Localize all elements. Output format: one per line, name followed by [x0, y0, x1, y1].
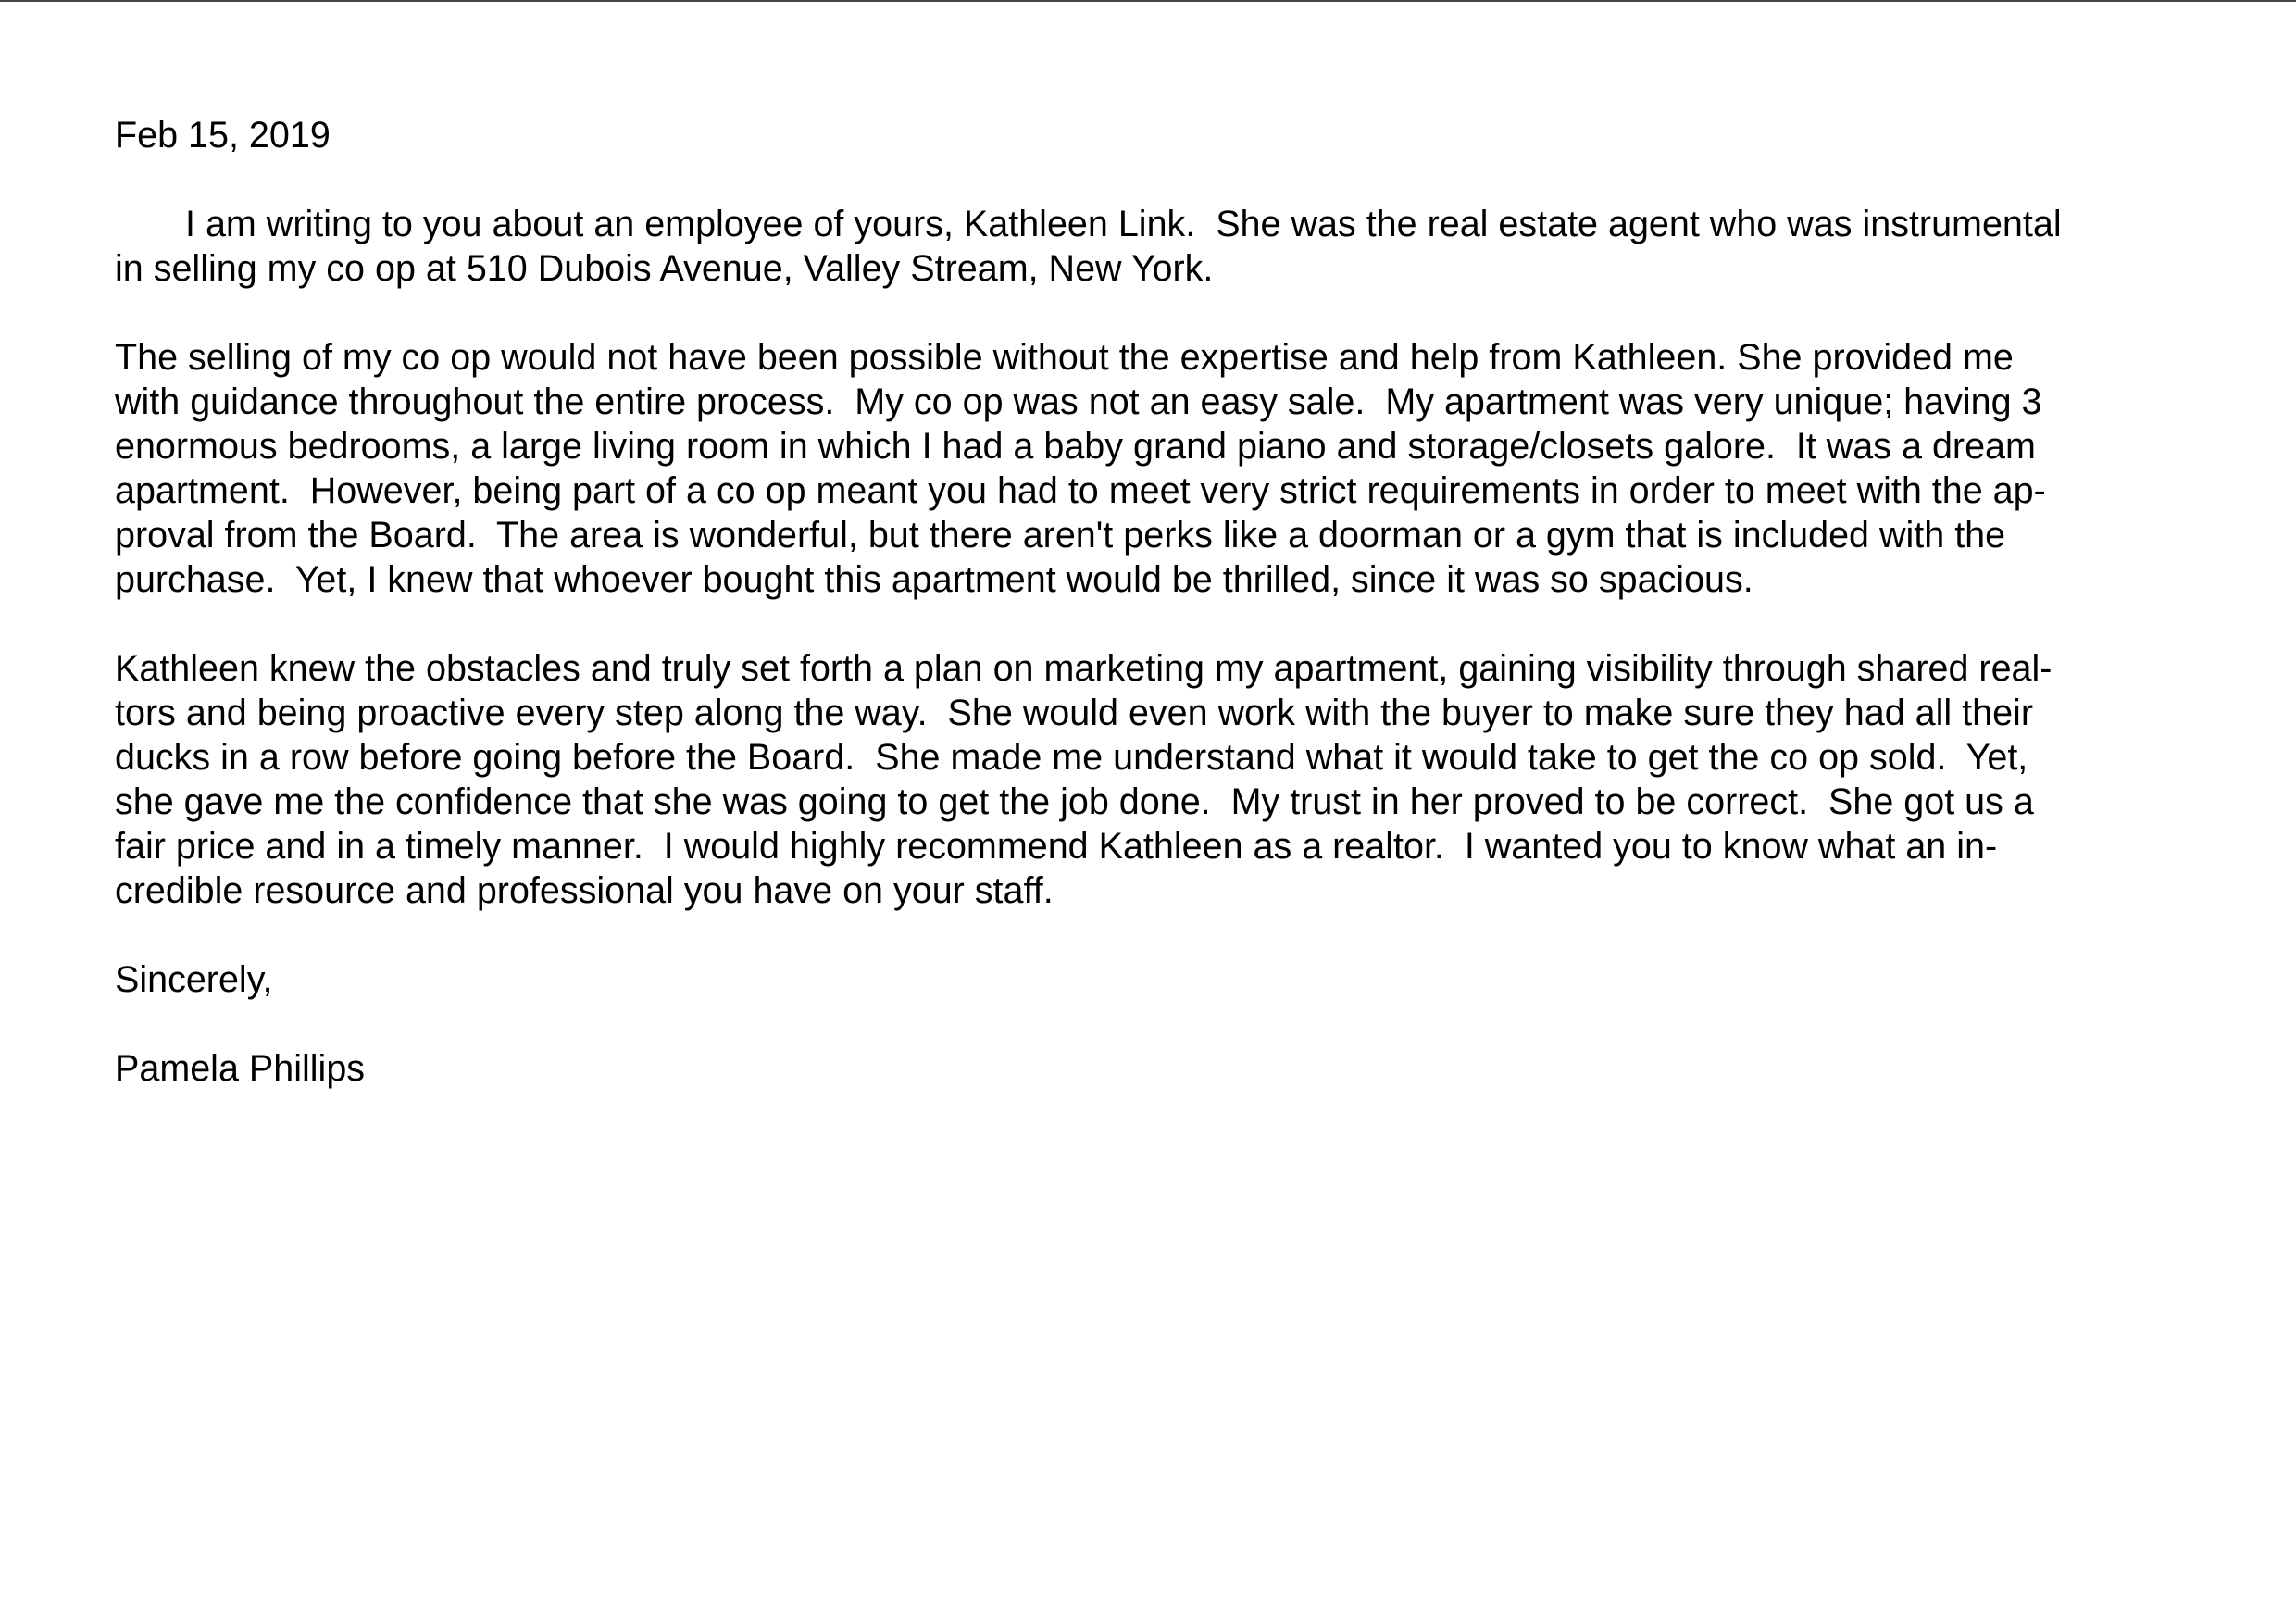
paragraph-recommendation — [115, 646, 2189, 913]
letter-closing: Sincerely, — [115, 959, 273, 1000]
paragraph-line: The selling of my co op would not have been possible without the expertise and help from Kathleen. She provided me — [115, 337, 2014, 378]
paragraph-line: ducks in a row before going before the Board. She made me understand what it would take to get the co op sold. Yet, — [115, 737, 2028, 778]
paragraph-line: in selling my co op at 510 Dubois Avenue, Valley Stream, New York. — [115, 248, 1214, 289]
paragraph-line: purchase. Yet, I knew that whoever bought this apartment would be thrilled, since it was so spacious. — [115, 559, 1753, 600]
paragraph-line: with guidance throughout the entire process. My co op was not an easy sale. My apartment was very unique; having 3 — [115, 381, 2042, 422]
paragraph-line: I am writing to you about an employee of yours, Kathleen Link. She was the real estate agent who was instrumental — [185, 204, 2062, 244]
letter-body — [115, 113, 2189, 1091]
paragraph-line: she gave me the confidence that she was going to get the job done. My trust in her proved to be correct. She got us a — [115, 781, 2034, 822]
paragraph-line: fair price and in a timely manner. I would highly recommend Kathleen as a realtor. I wanted you to know what an in- — [115, 826, 1998, 867]
letter-signature: Pamela Phillips — [115, 1048, 366, 1089]
paragraph-line: Kathleen knew the obstacles and truly set forth a plan on marketing my apartment, gaining visibility through shared real- — [115, 648, 2053, 689]
paragraph-line: credible resource and professional you have on your staff. — [115, 870, 1054, 911]
letter-date: Feb 15, 2019 — [115, 115, 331, 156]
paragraph-line: apartment. However, being part of a co op meant you had to meet very strict requirements in order to meet with the ap- — [115, 470, 2046, 511]
paragraph-sale — [115, 335, 2189, 602]
paragraph-line: tors and being proactive every step along the way. She would even work with the buyer to make sure they had all their — [115, 693, 2033, 733]
paragraph-line: enormous bedrooms, a large living room in which I had a baby grand piano and storage/closets galore. It was a dream — [115, 426, 2036, 467]
paragraph-line: proval from the Board. The area is wonderful, but there aren't perks like a doorman or a gym that is included with the — [115, 515, 2006, 556]
paragraph-intro — [115, 202, 2189, 291]
